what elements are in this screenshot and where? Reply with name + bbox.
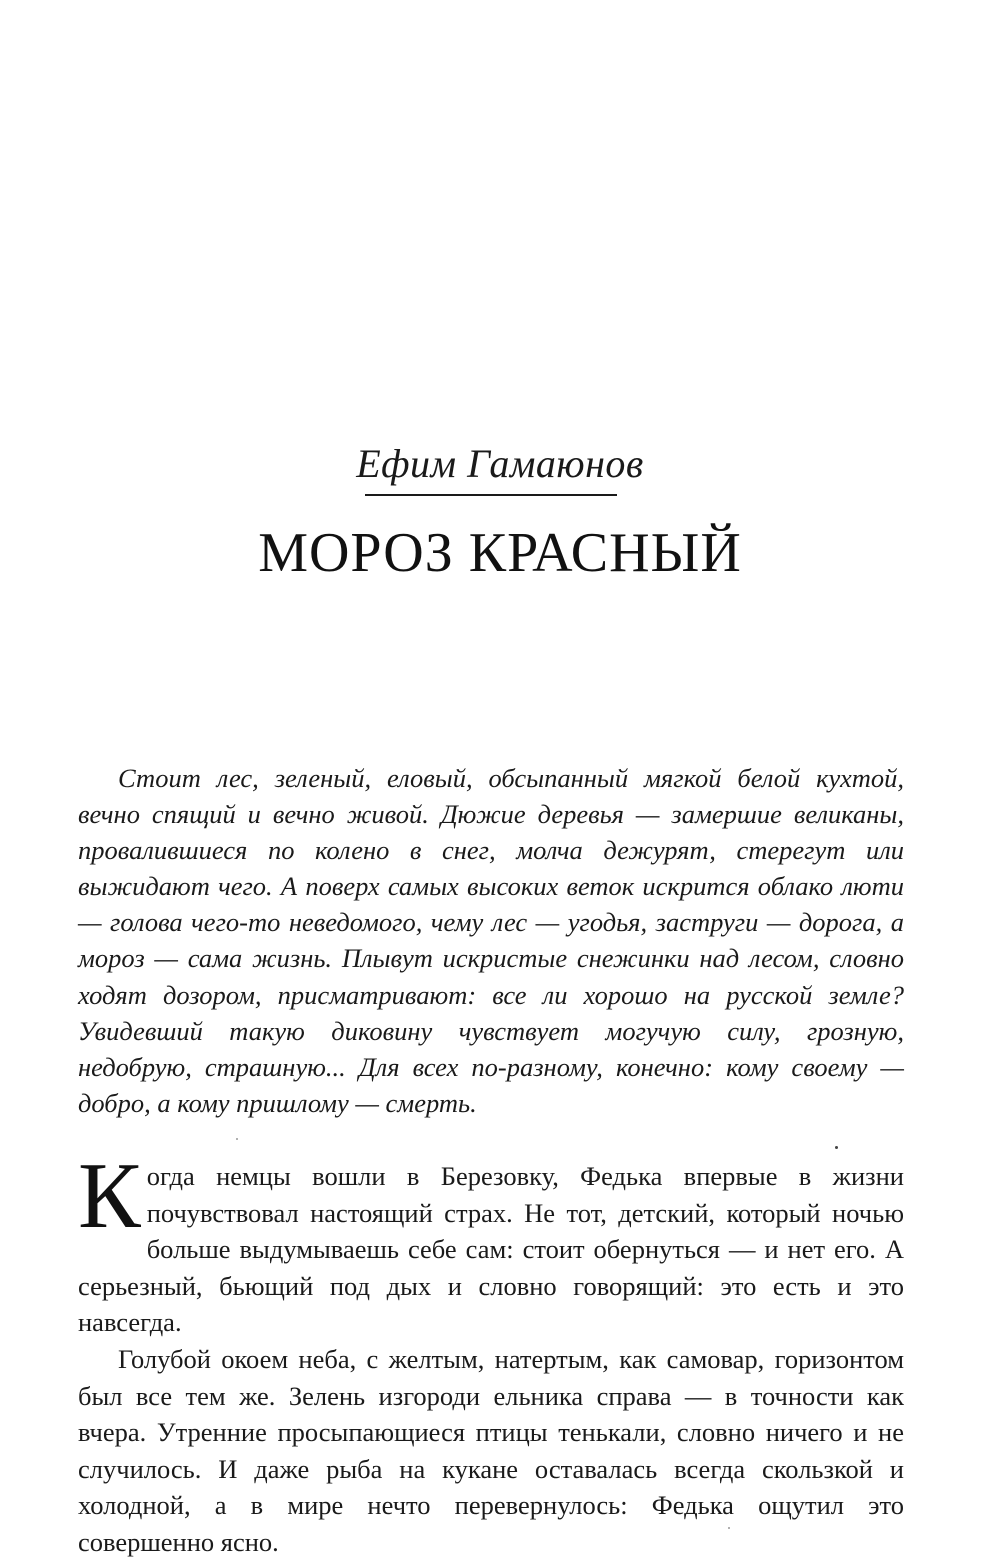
story-title: МОРОЗ КРАСНЫЙ [258,522,742,584]
body-paragraph-1 [78,1144,904,1341]
author-name: Ефим Гамаюнов [356,441,644,486]
epigraph-paragraph: Стоит лес, зеленый, еловый, обсыпанный мягкой белой кухтой, вечно спящий и вечно живой. Дюжие деревья — замершие великаны, провалившиеся по колено в снег, молча дежурят, стерегут или выжидают чего. А поверх самых высоких веток искрится облако люти — голова чего-то неведомого, чему лес — угодья, заструги — дорога, а мороз — сама жизнь. Плывут искристые снежинки над лесом, словно ходят дозором, присматривают: все ли хорошо на русской земле? Увидевший такую диковину чувствует могучую силу, грозную, недобрую, страшную... Для всех по-разному, конечно: кому своему — добро, а кому пришлому — смерть. [78,763,904,1118]
story-body [78,1144,904,1561]
body-paragraph-2: Голубой окоем неба, с желтым, натертым, как самовар, горизонтом был все тем же. Зелень изгороди ельника справа — в точности как вчера. Утренние просыпающиеся птицы тенькали, словно ничего и не случилось. И даже рыба на кукане оставалась всегда скользкой и холодной, а в мире нечто перевернулось: Федька ощутил это совершенно ясно. [78,1343,904,1557]
body-paragraph-1-text: огда немцы вошли в Березовку, Федька впервые в жизни почувствовал настоящий страх. Не тот, детский, который ночью больше выдумываешь себе сам: стоит обернуться — и нет его. А серьезный, бьющий под дых и словно говорящий: это есть и это навсегда. [78,1161,904,1338]
print-speck [236,1138,238,1140]
print-speck [835,1146,838,1149]
author-underline [365,494,617,496]
drop-cap-letter: К [78,1144,141,1248]
print-speck [728,1527,730,1529]
